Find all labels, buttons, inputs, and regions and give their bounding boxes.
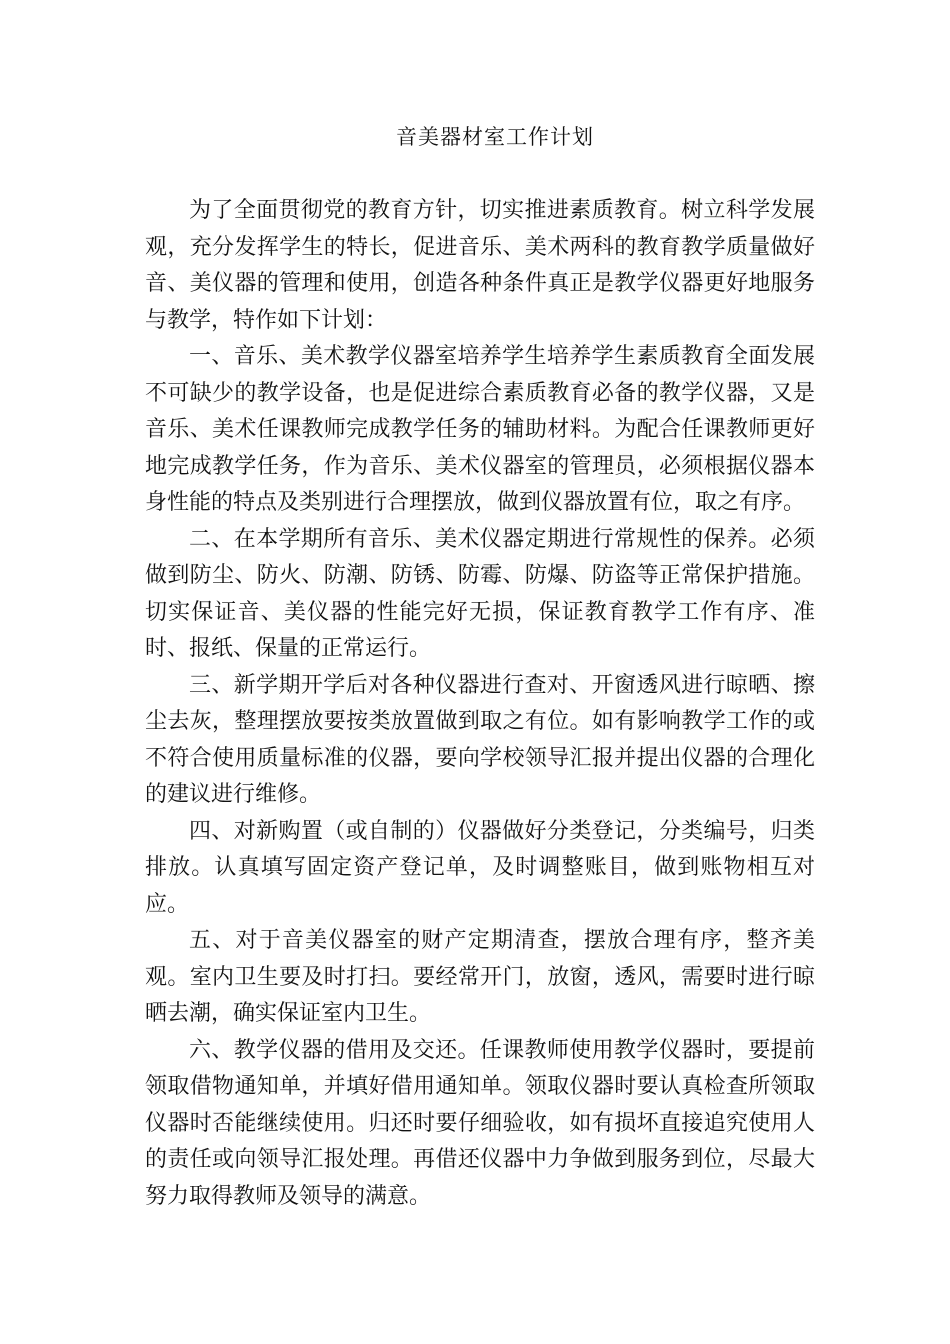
paragraph-item-6: 六、教学仪器的借用及交还。任课教师使用教学仪器时，要提前领取借物通知单，并填好借用通知单。领取仪器时要认真检查所领取仪器时否能继续使用。归还时要仔细验收，如有损坏直接追究使用人的责任或向领导汇报处理。再借还仪器中力争做到服务到位，尽最大努力取得教师及领导的满意。 <box>145 1037 815 1209</box>
document-title: 音美器材室工作计划 <box>396 125 594 149</box>
paragraph-item-1: 一、音乐、美术教学仪器室培养学生培养学生素质教育全面发展不可缺少的教学设备，也是促进综合素质教育必备的教学仪器，又是音乐、美术任课教师完成教学任务的辅助材料。为配合任课教师更好地完成教学任务，作为音乐、美术仪器室的管理员，必须根据仪器本身性能的特点及类别进行合理摆放，做到仪器放置有位，取之有序。 <box>145 344 815 515</box>
paragraph-item-5: 五、对于音美仪器室的财产定期清查，摆放合理有序，整齐美观。室内卫生要及时打扫。要经常开门，放窗，透风，需要时进行晾晒去潮，确实保证室内卫生。 <box>145 928 815 1026</box>
paragraph-item-3: 三、新学期开学后对各种仪器进行查对、开窗透风进行晾晒、擦尘去灰，整理摆放要按类放置做到取之有位。如有影响教学工作的或不符合使用质量标准的仪器，要向学校领导汇报并提出仪器的合理化的建议进行维修。 <box>145 672 815 807</box>
paragraph-intro: 为了全面贯彻党的教育方针，切实推进素质教育。树立科学发展观，充分发挥学生的特长，促进音乐、美术两科的教育教学质量做好音、美仪器的管理和使用，创造各种条件真正是教学仪器更好地服务与教学，特作如下计划： <box>145 198 815 333</box>
paragraph-item-4: 四、对新购置（或自制的）仪器做好分类登记，分类编号，归类排放。认真填写固定资产登记单，及时调整账目，做到账物相互对应。 <box>145 818 815 917</box>
document-body <box>145 193 815 1215</box>
paragraph-item-2: 二、在本学期所有音乐、美术仪器定期进行常规性的保养。必须做到防尘、防火、防潮、防锈、防霉、防爆、防盗等正常保护措施。切实保证音、美仪器的性能完好无损，保证教育教学工作有序、准时、报纸、保量的正常运行。 <box>145 526 815 661</box>
